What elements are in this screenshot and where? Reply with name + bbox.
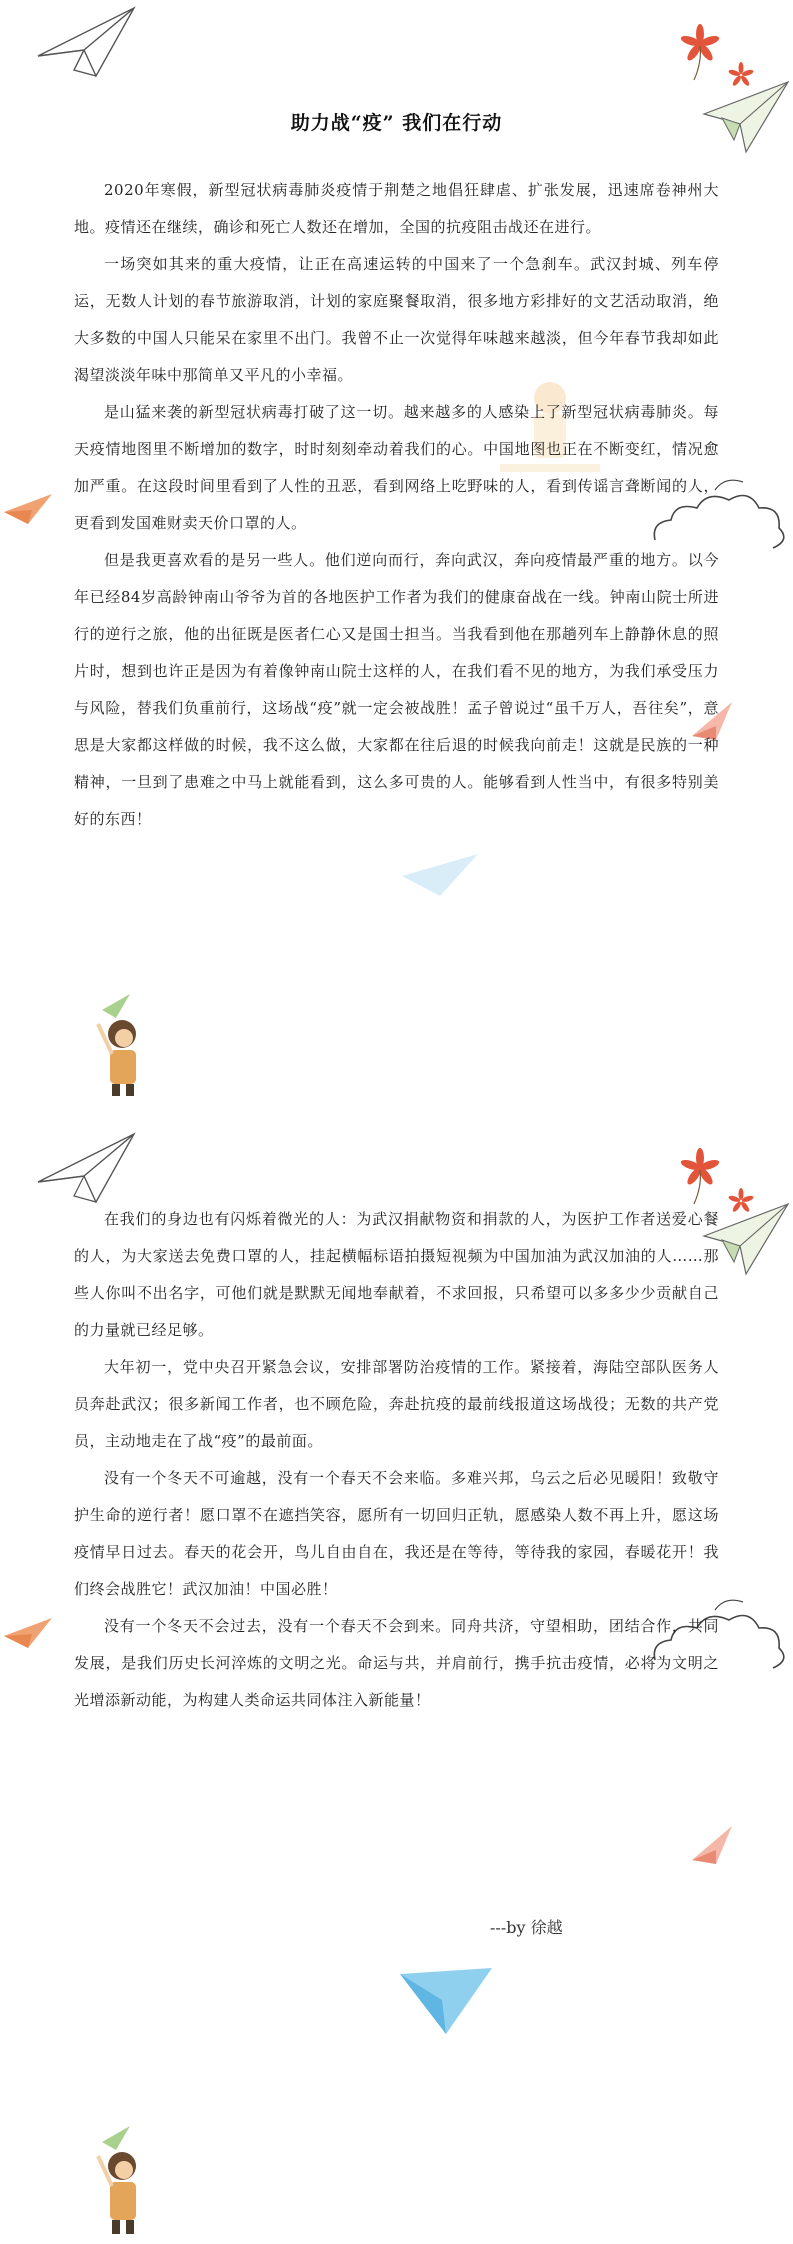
author-signature: ---by 徐越 [490, 1918, 563, 1937]
paper-plane-outline-icon [34, 4, 144, 79]
paragraph: 但是我更喜欢看的是另一些人。他们逆向而行，奔向武汉，奔向疫情最严重的地方。以今年已经84岁高龄钟南山爷爷为首的各地医护工作者为我们的健康奋战在一线。钟南山院士所进行的逆行之旅，他的出征既是医者仁心又是国士担当。当我看到他在那趟列车上静静休息的照片时，想到也许正是因为有着像钟南山院士这样的人，在我们看不见的地方，为我们承受压力与风险，替我们负重前行，这场战“疫”就一定会被战胜！孟子曾说过“虽千万人，吾往矣”，意思是大家都这样做的时候，我不这么做，大家都在往后退的时候我向前走！这就是民族的一种精神，一旦到了患难之中马上就能看到，这么多可贵的人。能够看到人性当中，有很多特别美好的东西！ [74, 551, 719, 828]
paper-plane-blue-faint-icon [400, 850, 480, 900]
paper-plane-orange-icon [2, 490, 54, 526]
paragraph: 大年初一，党中央召开紧急会议，安排部署防治疫情的工作。紧接着，海陆空部队医务人员奔赴武汉；很多新闻工作者，也不顾危险，奔赴抗疫的最前线报道这场战役；无数的共产党员，主动地走在了战“疫”的最前面。 [74, 1358, 719, 1450]
article-section-2 [74, 1201, 719, 1719]
red-flower-icon [672, 22, 728, 82]
paragraph: 没有一个冬天不可逾越，没有一个春天不会来临。多难兴邦，乌云之后必见暖阳！致敬守护生命的逆行者！愿口罩不在遮挡笑容，愿所有一切回归正轨，愿感染人数不再上升，愿这场疫情早日过去。春天的花会开，鸟儿自由自在，我还是在等待，等待我的家园，春暖花开！我们终会战胜它！武汉加油！中国必胜！ [74, 1469, 719, 1598]
document-title: 助力战“疫” 我们在行动 [290, 112, 503, 134]
paragraph: 是山猛来袭的新型冠状病毒打破了这一切。越来越多的人感染上了新型冠状病毒肺炎。每天疫情地图里不断增加的数字，时时刻刻牵动着我们的心。中国地图也正在不断变红，情况愈加严重。在这段时间里看到了人性的丑恶，看到网络上吃野味的人，看到传谣言聋断闻的人，更看到发国难财卖天价口罩的人。 [74, 403, 719, 532]
paragraph: 2020年寒假，新型冠状病毒肺炎疫情于荆楚之地倡狂肆虐、扩张发展，迅速席卷神州大地。疫情还在继续，确诊和死亡人数还在增加，全国的抗疫阻击战还在进行。 [74, 181, 719, 236]
girl-holding-plane-icon-2 [68, 2120, 168, 2240]
paper-plane-outline-icon-2 [34, 1130, 144, 1205]
paper-plane-orange-icon-2 [2, 1614, 54, 1650]
paper-plane-pink-icon-2 [690, 1824, 734, 1868]
article-section-1 [74, 172, 719, 838]
paragraph: 一场突如其来的重大疫情，让正在高速运转的中国来了一个急刹车。武汉封城、列车停运，无数人计划的春节旅游取消，计划的家庭聚餐取消，很多地方彩排好的文艺活动取消，绝大多数的中国人只能呆在家里不出门。我曾不止一次觉得年味越来越淡，但今年春节我却如此渴望淡淡年味中那简单又平凡的小幸福。 [74, 255, 719, 384]
paragraph: 在我们的身边也有闪烁着微光的人：为武汉捐献物资和捐款的人，为医护工作者送爱心餐的人，为大家送去免费口罩的人，挂起横幅标语拍摄短视频为中国加油为武汉加油的人……那些人你叫不出名字，可他们就是默默无闻地奉献着，不求回报，只希望可以多多少少贡献自己的力量就已经足够。 [74, 1210, 719, 1339]
paragraph: 没有一个冬天不会过去，没有一个春天不会到来。同舟共济，守望相助，团结合作，共同发展，是我们历史长河淬炼的文明之光。命运与共，并肩前行，携手抗击疫情，必将为文明之光增添新动能，为构建人类命运共同体注入新能量！ [74, 1617, 719, 1709]
paper-plane-blue-icon [396, 1960, 496, 2040]
red-flower-icon-2 [672, 1146, 728, 1206]
girl-holding-plane-icon [68, 988, 168, 1098]
